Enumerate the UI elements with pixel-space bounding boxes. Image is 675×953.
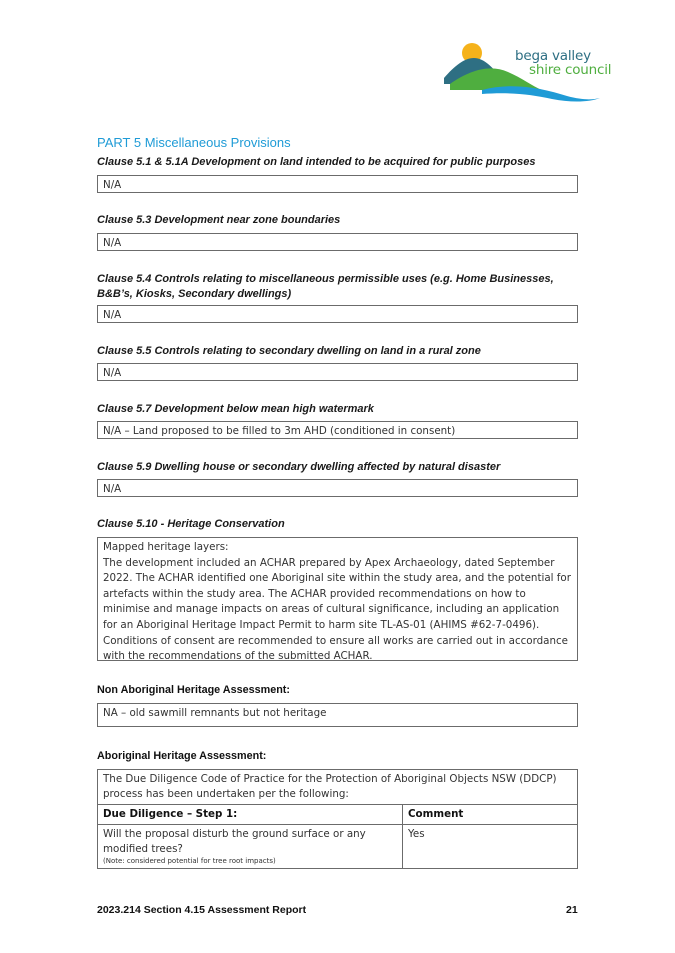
step-comment: Yes bbox=[408, 828, 425, 840]
step-question-cell bbox=[98, 825, 403, 868]
footer-page-number: 21 bbox=[566, 904, 578, 916]
footer-report-title: 2023.214 Section 4.15 Assessment Report bbox=[97, 904, 307, 916]
clause-5-1-response: N/A bbox=[97, 175, 578, 193]
col-step-header: Due Diligence – Step 1: bbox=[98, 805, 403, 824]
clause-5-5-response: N/A bbox=[97, 363, 578, 381]
due-diligence-header-row bbox=[98, 805, 577, 825]
heritage-line1: Mapped heritage layers: bbox=[103, 541, 229, 553]
part-title: PART 5 Miscellaneous Provisions bbox=[97, 135, 291, 150]
clause-5-4-heading: Clause 5.4 Controls relating to miscellaneous permissible uses (e.g. Home Businesses, B&B’s, Kiosks, Secondary dwellings) bbox=[97, 273, 554, 300]
step-note: (Note: considered potential for tree root impacts) bbox=[103, 857, 276, 865]
table-row bbox=[98, 825, 577, 868]
clause-5-9-response: N/A bbox=[97, 479, 578, 497]
clause-5-7-heading: Clause 5.7 Development below mean high watermark bbox=[97, 403, 374, 415]
heritage-response-box bbox=[97, 537, 578, 661]
clause-5-5-heading: Clause 5.5 Controls relating to secondary dwelling on land in a rural zone bbox=[97, 345, 481, 357]
clause-5-7-response: N/A – Land proposed to be filled to 3m AHD (conditioned in consent) bbox=[97, 421, 578, 439]
clause-5-9-heading: Clause 5.9 Dwelling house or secondary dwelling affected by natural disaster bbox=[97, 461, 501, 473]
clause-5-3-heading: Clause 5.3 Development near zone boundaries bbox=[97, 214, 341, 226]
due-diligence-table bbox=[97, 769, 578, 869]
heritage-body: The development included an ACHAR prepared by Apex Archaeology, dated September 2022. The ACHAR identified one Aboriginal site within the study area, and the potential for artefacts within the study area. The ACHAR provided recommendations on how to minimise and manage impacts on areas of cultural significance, including an application for an Aboriginal Heritage Impact Permit to harm site TL-AS-01 (AHIMS #62-7-0496). Conditions of consent are recommended to ensure all works are carried out in accordance with the recommendations of the submitted ACHAR. bbox=[103, 556, 571, 663]
non-aboriginal-response: NA – old sawmill remnants but not heritage bbox=[97, 703, 578, 727]
col-comment-header: Comment bbox=[408, 808, 464, 820]
logo-wave bbox=[482, 86, 600, 101]
clause-5-1-heading: Clause 5.1 & 5.1A Development on land intended to be acquired for public purposes bbox=[97, 156, 536, 168]
clause-5-10-heading: Clause 5.10 - Heritage Conservation bbox=[97, 518, 285, 530]
clause-5-4-response: N/A bbox=[97, 305, 578, 323]
logo-line2: shire council bbox=[529, 62, 612, 78]
logo-line1: bega valley bbox=[515, 48, 591, 64]
step-question: Will the proposal disturb the ground surface or any modified trees? bbox=[103, 828, 366, 855]
non-aboriginal-heading: Non Aboriginal Heritage Assessment: bbox=[97, 684, 290, 696]
logo-text bbox=[515, 49, 611, 77]
clause-5-3-response: N/A bbox=[97, 233, 578, 251]
aboriginal-heading: Aboriginal Heritage Assessment: bbox=[97, 750, 267, 762]
due-diligence-intro: The Due Diligence Code of Practice for the Protection of Aboriginal Objects NSW (DDCP) process has been undertaken per the following: bbox=[98, 770, 577, 805]
